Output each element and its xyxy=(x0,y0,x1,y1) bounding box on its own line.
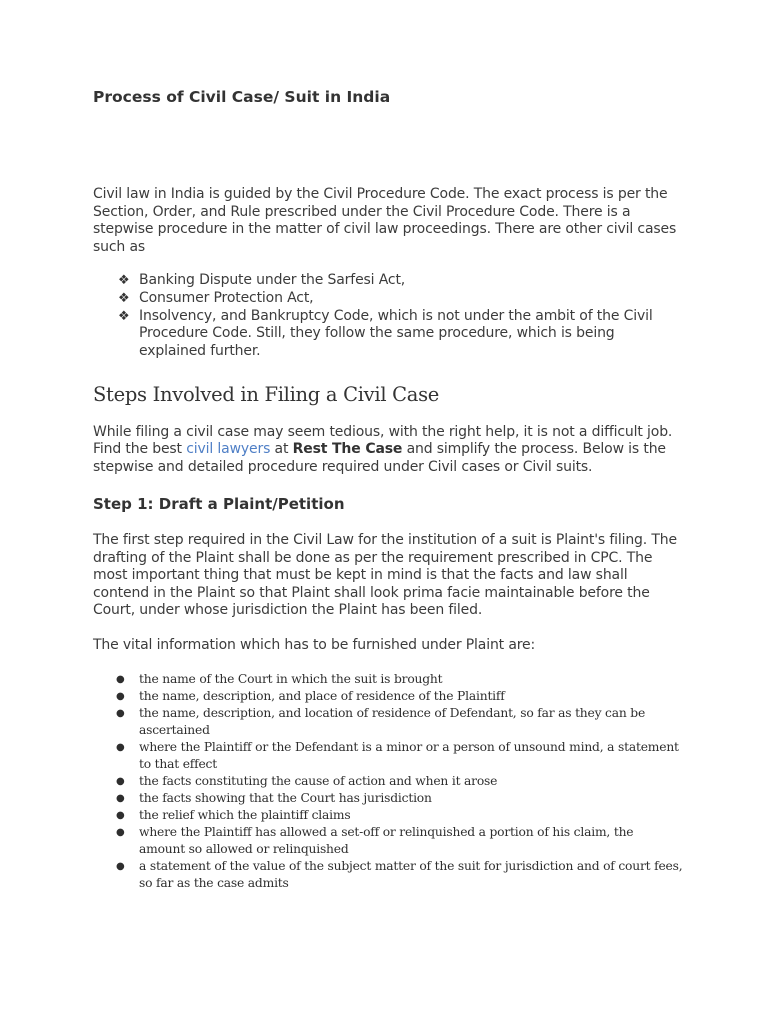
bullet-dot-icon: ● xyxy=(116,810,125,822)
diamond-bullet-icon: ❖ xyxy=(118,308,130,324)
list-item: ● where the Plaintiff has allowed a set-off or relinquished a portion of his claim, the amount so allowed or relinquished xyxy=(116,825,634,857)
list-item: ● the facts showing that the Court has jurisdiction xyxy=(116,791,432,806)
bullet-dot-icon: ● xyxy=(116,827,125,839)
brand-name: Rest The Case xyxy=(292,441,403,458)
civil-cases-list xyxy=(93,272,683,361)
list-item: ● where the Plaintiff or the Defendant is a minor or a person of unsound mind, a statement to that effect xyxy=(116,740,679,772)
bullet-dot-icon: ● xyxy=(116,861,125,873)
list-item: ● a statement of the value of the subject matter of the suit for jurisdiction and of court fees, so far as the case admits xyxy=(116,859,683,891)
bullet-dot-icon: ● xyxy=(116,708,125,720)
document-page xyxy=(93,86,683,892)
list-item: ● the name, description, and place of residence of the Plaintiff xyxy=(116,689,505,704)
section-heading: Steps Involved in Filing a Civil Case xyxy=(93,382,440,406)
list-item: ❖ Banking Dispute under the Sarfesi Act, xyxy=(118,272,406,288)
bullet-dot-icon: ● xyxy=(116,776,125,788)
bullet-dot-icon: ● xyxy=(116,742,125,754)
civil-lawyers-link[interactable]: civil lawyers xyxy=(186,441,271,458)
list-item: ● the name of the Court in which the suit is brought xyxy=(116,672,443,687)
vital-info-intro: The vital information which has to be furnished under Plaint are: xyxy=(93,636,536,653)
list-item: ❖ Consumer Protection Act, xyxy=(118,289,314,306)
intro-paragraph: Civil law in India is guided by the Civil Procedure Code. The exact process is per the Section, Order, and Rule prescribed under the Civil Procedure Code. There is a stepwise procedure in the matter of civil law proceedings. There are other civil cases such as xyxy=(93,186,677,255)
plaint-items-list xyxy=(93,671,683,892)
document-title: Process of Civil Case/ Suit in India xyxy=(93,88,391,106)
diamond-bullet-icon: ❖ xyxy=(118,290,130,306)
filing-paragraph: While filing a civil case may seem tedious, with the right help, it is not a difficult job. Find the best civil lawyers at Rest The Case and simplify the process. Below is the stepwise and detailed procedure required under Civil cases or Civil suits. xyxy=(93,423,673,475)
step1-paragraph: The first step required in the Civil Law for the institution of a suit is Plaint's filing. The drafting of the Plaint shall be done as per the requirement prescribed in CPC. The most important thing that must be kept in mind is that the facts and law shall contend in the Plaint so that Plaint shall look prima facie maintainable before the Court, under whose jurisdiction the Plaint has been filed. xyxy=(93,532,677,619)
list-item: ● the relief which the plaintiff claims xyxy=(116,808,351,823)
bullet-dot-icon: ● xyxy=(116,691,125,703)
bullet-dot-icon: ● xyxy=(116,793,125,805)
list-item: ● the name, description, and location of residence of Defendant, so far as they can be ascertained xyxy=(116,706,646,738)
list-item: ❖ Insolvency, and Bankruptcy Code, which is not under the ambit of the Civil Procedure Code. Still, they follow the same procedure, which is being explained further. xyxy=(118,307,653,360)
bullet-dot-icon: ● xyxy=(116,674,125,686)
diamond-bullet-icon: ❖ xyxy=(118,273,130,288)
list-item: ● the facts constituting the cause of action and when it arose xyxy=(116,774,498,789)
step1-heading: Step 1: Draft a Plaint/Petition xyxy=(93,495,345,514)
